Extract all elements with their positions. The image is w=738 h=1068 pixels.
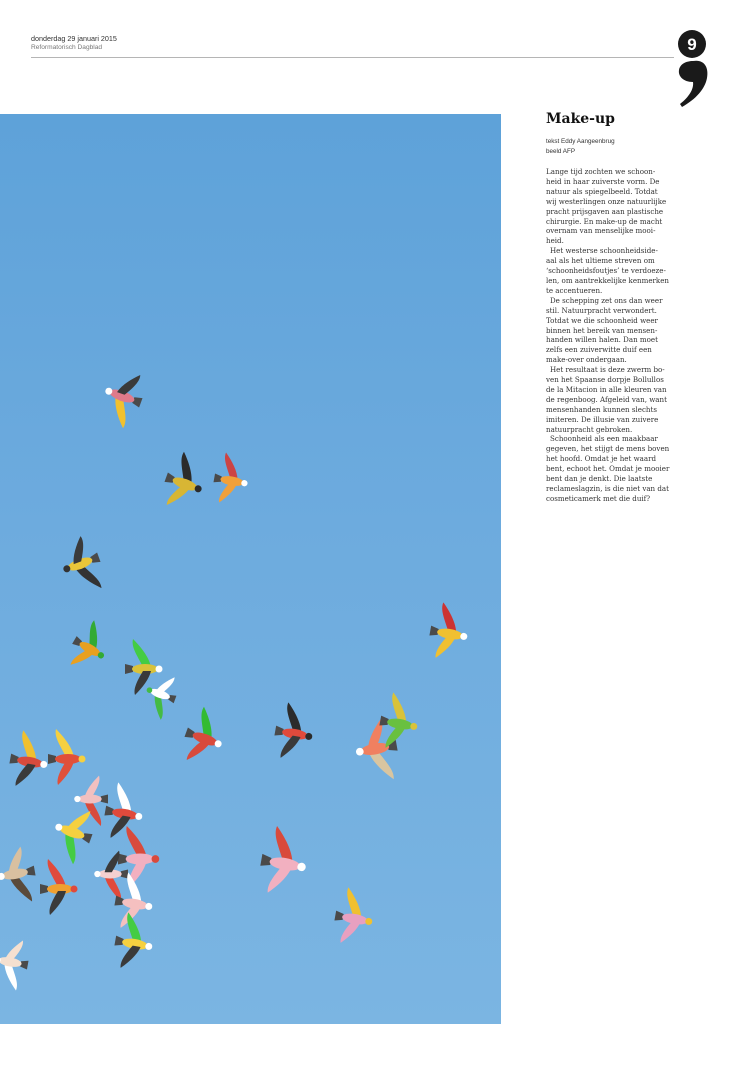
article-line: imiteren. De illusie van zuivere [546,414,659,424]
article-line: handen willen halen. Dan moet [546,335,658,345]
article-line: de la Mitacion in alle kleuren van [546,384,667,394]
article-line: Lange tijd zochten we schoon- [546,167,656,176]
pigeon [63,617,117,678]
pigeon [177,704,231,769]
article-image-credit: beeld AFP [546,148,576,155]
header-newspaper-name: Reformatorisch Dagblad [31,44,103,51]
article-line: wij westerlingen onze natuurlijke [546,196,667,206]
article-line: binnen het bereik van mensen- [546,325,658,335]
article-line: zelfs een zuiverwitte duif een [546,345,652,355]
page-number-comma [675,28,711,110]
pigeon [210,451,252,506]
page-number: 9 [687,35,697,54]
pigeon [0,845,40,907]
article-line: Het resultaat is deze zwerm bo- [550,365,665,375]
pigeon [426,601,473,663]
pigeon [40,859,78,915]
pigeon [256,824,312,898]
article-line: ‘schoonheidsfoutjes’ te verdoeze- [546,266,666,276]
article-line: De schepping zet ons dan weer [550,295,663,305]
article-line: pracht prijsgaven aan plastische [546,206,664,216]
article-line: heid. [546,236,564,246]
article-line: aal als het ultieme streven om [546,256,655,266]
article-line: te accentueren. [546,285,603,295]
article-line: natuurpracht gebroken. [546,424,633,434]
article-line: het hoofd. Omdat je het waard [546,454,657,464]
article-line: gegeven, het stijgt de mens boven [546,444,670,454]
article-line: bent, echoot het. Omdat je mooier [546,464,670,474]
article-line: heid in haar zuiverste vorm. De [546,176,660,186]
pigeon [157,449,211,514]
article-line: chirurgie. En make-up de macht [546,216,663,226]
article-line: Totdat we die schoonheid weer [546,315,658,325]
header-divider [31,57,674,58]
article-line: mensenhanden kunnen slechts [546,404,657,414]
article-line: stil. Natuurpracht verwondert. [546,305,657,315]
article-line: reclameslagzin, is die niet van dat [546,484,669,493]
photo-pigeon-flock [0,114,501,1024]
pigeon [0,936,32,991]
article-line: overnam van menselijke mooi- [546,226,656,236]
pigeon [118,826,159,888]
article-line: natuur als spiegelbeeld. Totdat [546,186,658,196]
pigeon [111,911,158,973]
article-line: cosmeticamerk met die duif? [546,493,651,503]
pigeon [95,366,149,431]
pigeon [6,729,53,791]
pigeon [331,886,378,948]
article-line: Het westerse schoonheidside- [550,246,658,256]
article-text-credit: tekst Eddy Aangeenbrug [546,138,615,145]
article-line: de regenboog. Afgeleid van, want [546,394,667,404]
pigeon [55,533,109,598]
article-line: len, om aantrekkelijke kenmerken [546,275,669,285]
pigeon [125,639,163,695]
article-body [546,167,686,504]
article-line: bent dan je denkt. Die laatste [546,474,653,484]
article-title: Make-up [546,111,615,127]
header-date: donderdag 29 januari 2015 [31,34,117,43]
article-line: Schoonheid als een maakbaar [550,434,658,444]
article-line: ven het Spaanse dorpje Bollullos [546,375,664,385]
article-line: make-over ondergaan. [546,355,627,365]
pigeon [101,781,148,843]
pigeon [48,729,86,785]
pigeon [271,701,318,763]
